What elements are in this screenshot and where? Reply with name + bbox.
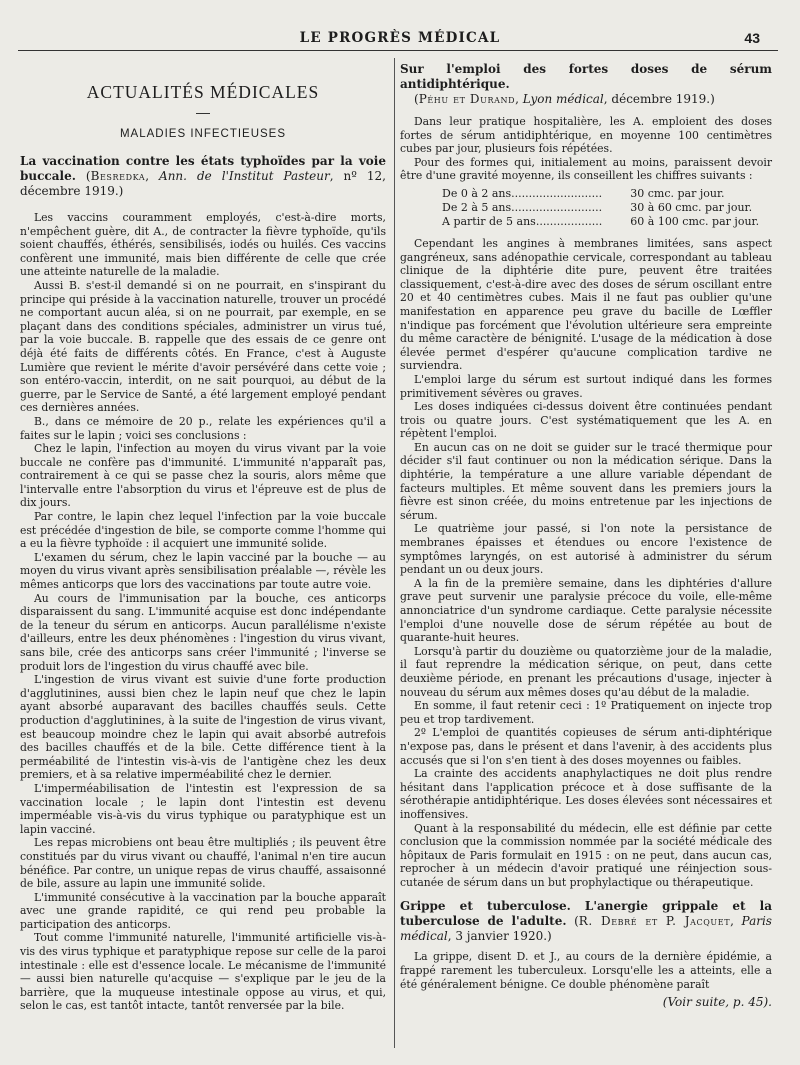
paragraph: Tout comme l'immunité naturelle, l'immunité artificielle vis-à-vis des virus typhique et paratyphique repose sur celle de la paroi intestinale : elle est d'essence locale. Le mécanisme de l'immunité — aussi bien naturelle qu'acquise — s'explique par le jeu de la barrière, que la muqueuse intestinale oppose au virus, et qui, selon le cas, est tantôt intacte, tantôt renversée par la bile. bbox=[20, 931, 386, 1013]
paragraph: A la fin de la première semaine, dans les diphtéries d'allure grave peut survenir une paralysie précoce du voile, elle-même annonciatrice d'un syndrome cardiaque. Cette paralysie nécessite l'emploi d'une nouvelle dose de sérum répétée au bout de quarante-huit heures. bbox=[400, 576, 772, 645]
dose-age: De 2 à 5 ans.......................... bbox=[442, 200, 603, 214]
paragraph: Les repas microbiens ont beau être multipliés ; ils peuvent être constitués par du virus vivant ou chauffé, l'animal n'en tire aucun bénéfice. Par contre, un unique repas de virus chauffé, assaisonné de bile, assure au lapin une immunité solide. bbox=[20, 836, 386, 891]
article-author: Besredka bbox=[90, 169, 146, 183]
paragraph: Cependant les angines à membranes limitées, sans aspect gangréneux, sans adénopathie cervicale, correspondant au tableau clinique de la diphtérie dite pure, peuvent être traitées classiquement, c'est-à-dire avec des doses de sérum oscillant entre 20 et 40 centimètres cubes. Mais il ne faut pas oublier qu'une manifestation en apparence peu grave du bacille de Lœffler n'indique pas forcément que l'évolution ultérieure sera empreinte du même caractère de bénignité. L'usage de la médication à dose élevée permet d'espérer qu'aucune complication tardive ne surviendra. bbox=[400, 236, 772, 373]
article-title: Grippe et tuberculose. L'anergie grippale et la tuberculose de l'adulte. bbox=[400, 899, 772, 929]
paragraph: L'examen du sérum, chez le lapin vacciné par la bouche — au moyen du virus vivant après sensibilisation préalable —, révèle les mêmes anticorps que lors des vaccinations par toute autre voie. bbox=[20, 550, 386, 592]
paragraph: Le quatrième jour passé, si l'on note la persistance de membranes épaisses et étendues ou encore l'existence de symptômes laryngés, on est autorisé à administrer du sérum pendant un ou deux jours. bbox=[400, 522, 772, 577]
article-heading-vaccination: La vaccination contre les états typhoïdes par la voie buccale. (Besredka, Ann. de l'Institut Pasteur, nº 12, décembre 1919.) bbox=[20, 154, 386, 198]
paragraph: La grippe, disent D. et J., au cours de la dernière épidémie, a frappé rarement les tuberculeux. Lorsqu'elle les a atteints, elle a été généralement bénigne. Ce double phénomène paraît bbox=[400, 950, 772, 991]
paragraph: L'imperméabilisation de l'intestin est l'expression de sa vaccination locale ; le lapin dont l'intestin est devenu imperméable vis-à-vis du virus typhique ou paratyphique est un lapin vacciné. bbox=[20, 781, 386, 836]
paragraph: 2º L'emploi de quantités copieuses de sérum anti-diphtérique n'expose pas, dans le présent et dans l'avenir, à des accidents plus accusés que si l'on s'en tient à des doses moyennes ou faibles. bbox=[400, 726, 772, 767]
paragraph: Les doses indiquées ci-dessus doivent être continuées pendant trois ou quatre jours. C'est systématiquement que les A. en répètent l'emploi. bbox=[400, 400, 772, 441]
paragraph: Les vaccins couramment employés, c'est-à-dire morts, n'empêchent guère, dit A., de contracter la fièvre typhoïde, qu'ils soient chauffés, éthérés, sensibilisés, iodés ou huilés. Ces vaccins confèrent une immunité, mais bien différente de celle que crée une atteinte naturelle de la maladie. bbox=[20, 211, 386, 279]
article-date: , 3 janvier 1920.) bbox=[447, 929, 552, 944]
article-journal: Ann. de l'Institut Pasteur bbox=[159, 169, 330, 183]
article-title: La vaccination contre les états typhoïdes par la voie buccale. bbox=[20, 154, 386, 183]
article-reference: (Péhu et Durand, Lyon médical, décembre 1919.) bbox=[414, 92, 715, 106]
right-column bbox=[400, 62, 772, 1009]
paragraph: Aussi B. s'est-il demandé si on ne pourrait, en s'inspirant du principe qui préside à la vaccination naturelle, trouver un procédé ne comportant aucun aléa, si on ne pourrait, par exemple, en se plaçant dans des conditions spéciales, administrer un virus tué, par la voie buccale. B. rappelle que des essais de ce genre ont déjà été faits de différents côtés. En France, c'est à Auguste Lumière que revient le mérite d'avoir persévéré dans cette voie ; son entéro-vaccin, interdit, on ne sait pourquoi, au début de la guerre, par le Service de Santé, a été largement employé pendant ces dernières années. bbox=[20, 278, 386, 415]
dose-amount: 60 à 100 cmc. par jour. bbox=[630, 214, 760, 228]
paragraph: Quant à la responsabilité du médecin, elle est définie par cette conclusion que la commission nommée par la société médicale des hôpitaux de Paris formulait en 1915 : on ne peut, dans aucun cas, reprocher à un médecin d'avoir pratiqué une réinjection sous-cutanée de sérum dans un but prophylactique ou thérapeutique. bbox=[400, 821, 772, 889]
paragraph: Au cours de l'immunisation par la bouche, ces anticorps disparaissent du sang. L'immunité acquise est donc indépendante de la teneur du sérum en anticorps. Aucun parallélisme n'existe d'ailleurs, entre les deux phénomènes : l'ingestion du virus vivant, sans bile, crée des anticorps sans créer l'immunité ; l'inverse se produit lors de l'ingestion du virus chauffé avec bile. bbox=[20, 591, 386, 673]
continuation-note: (Voir suite, p. 45). bbox=[662, 995, 772, 1010]
dose-amount: 30 cmc. par jour. bbox=[630, 186, 725, 200]
running-title: LE PROGRÈS MÉDICAL bbox=[299, 30, 501, 46]
paragraph: L'emploi large du sérum est surtout indiqué dans les formes primitivement sévères ou graves. bbox=[400, 372, 772, 400]
article-title: Sur l'emploi des fortes doses de sérum antidiphtérique. bbox=[400, 62, 772, 91]
dose-row bbox=[438, 215, 763, 229]
dose-age: A partir de 5 ans................... bbox=[442, 214, 603, 228]
paragraph: Lorsqu'à partir du douzième ou quatorzième jour de la maladie, il faut reprendre la médication sérique, on peut, dans cette deuxième période, en prenant les précautions d'usage, injecter à nouveau du sérum aux mêmes doses qu'au début de la maladie. bbox=[400, 644, 772, 699]
paragraph: En somme, il faut retenir ceci : 1º Pratiquement on injecte trop peu et trop tardivement. bbox=[400, 699, 772, 726]
paragraph: En aucun cas on ne doit se guider sur le tracé thermique pour décider s'il faut continuer ou non la médication sérique. Dans la diphtérie, la température a une allure variable dépendant de facteurs multiples. Et même souvent dans les premiers jours la fièvre est sinon créée, du moins entretenue par les injections de sérum. bbox=[400, 440, 772, 522]
article-date: , décembre 1919.) bbox=[603, 92, 715, 106]
article-heading-grippe: Grippe et tuberculose. L'anergie grippale et la tuberculose de l'adulte. (R. Debré et P. Jacquet, Paris médical, 3 janvier 1920.) bbox=[400, 899, 772, 944]
subsection-title: MALADIES INFECTIEUSES bbox=[119, 128, 287, 140]
dose-row bbox=[438, 187, 763, 201]
paragraph: L'immunité consécutive à la vaccination par la bouche apparaît avec une grande rapidité, ce qui rend peu probable la participation des anticorps. bbox=[20, 890, 386, 931]
article-citation: , nº 12, décembre 1919.) bbox=[20, 169, 386, 198]
article-authors: Péhu et Durand bbox=[418, 92, 516, 106]
article-journal: Paris médical bbox=[400, 914, 772, 944]
paragraph: Par contre, le lapin chez lequel l'infection par la voie buccale est précédée d'ingestion de bile, se comporte comme l'homme qui a eu la fièvre typhoïde : il acquiert une immunité solide. bbox=[20, 510, 386, 551]
paragraph: La crainte des accidents anaphylactiques ne doit plus rendre hésitant dans l'application précoce et à dose suffisante de la sérothérapie antidiphtérique. Les doses élevées sont nécessaires et inoffensives. bbox=[400, 767, 772, 821]
left-column bbox=[20, 62, 386, 1013]
paragraph: Chez le lapin, l'infection au moyen du virus vivant par la voie buccale ne confère pas d'immunité. L'immunité n'apparaît pas, contrairement à ce qui se passe chez la souris, alors même que l'intervalle entre l'absorption du virus et l'épreuve est de plus de dix jours. bbox=[20, 442, 386, 510]
paragraph: L'ingestion de virus vivant est suivie d'une forte production d'agglutinines, aussi bien chez le lapin neuf que chez le lapin ayant absorbé auparavant des bacilles chauffés seuls. Cette production d'agglutinines, à la suite de l'ingestion de virus vivant, est beaucoup moindre chez le lapin qui avait absorbé autrefois des bacilles chauffés et de la bile. Cette différence tient à la perméabilité de l'intestin vis-à-vis de l'antigène chez les deux premiers, et à sa relative imperméabilité chez le dernier. bbox=[20, 673, 386, 782]
paragraph: Dans leur pratique hospitalière, les A. emploient des doses fortes de sérum antidiphtérique, en moyenne 100 centimètres cubes par jour, plusieurs fois répétées. bbox=[400, 115, 772, 156]
dose-table bbox=[438, 187, 763, 229]
article-authors: R. Debré et P. Jacquet bbox=[578, 914, 731, 929]
page-number: 43 bbox=[744, 30, 760, 46]
header-rule bbox=[18, 50, 778, 51]
dose-age: De 0 à 2 ans.......................... bbox=[442, 186, 603, 200]
dose-row bbox=[438, 201, 763, 215]
section-rule bbox=[196, 113, 210, 114]
dose-amount: 30 à 60 cmc. par jour. bbox=[630, 200, 753, 214]
section-title: ACTUALITÉS MÉDICALES bbox=[86, 82, 320, 102]
article-heading-serum bbox=[400, 62, 772, 92]
article-journal: Lyon médical bbox=[522, 92, 604, 106]
paragraph: B., dans ce mémoire de 20 p., relate les expériences qu'il a faites sur le lapin ; voici ses conclusions : bbox=[20, 414, 386, 442]
column-divider bbox=[394, 58, 395, 1048]
paragraph: Pour des formes qui, initialement au moins, paraissent devoir être d'une gravité moyenne, ils conseillent les chiffres suivants : bbox=[400, 155, 772, 183]
